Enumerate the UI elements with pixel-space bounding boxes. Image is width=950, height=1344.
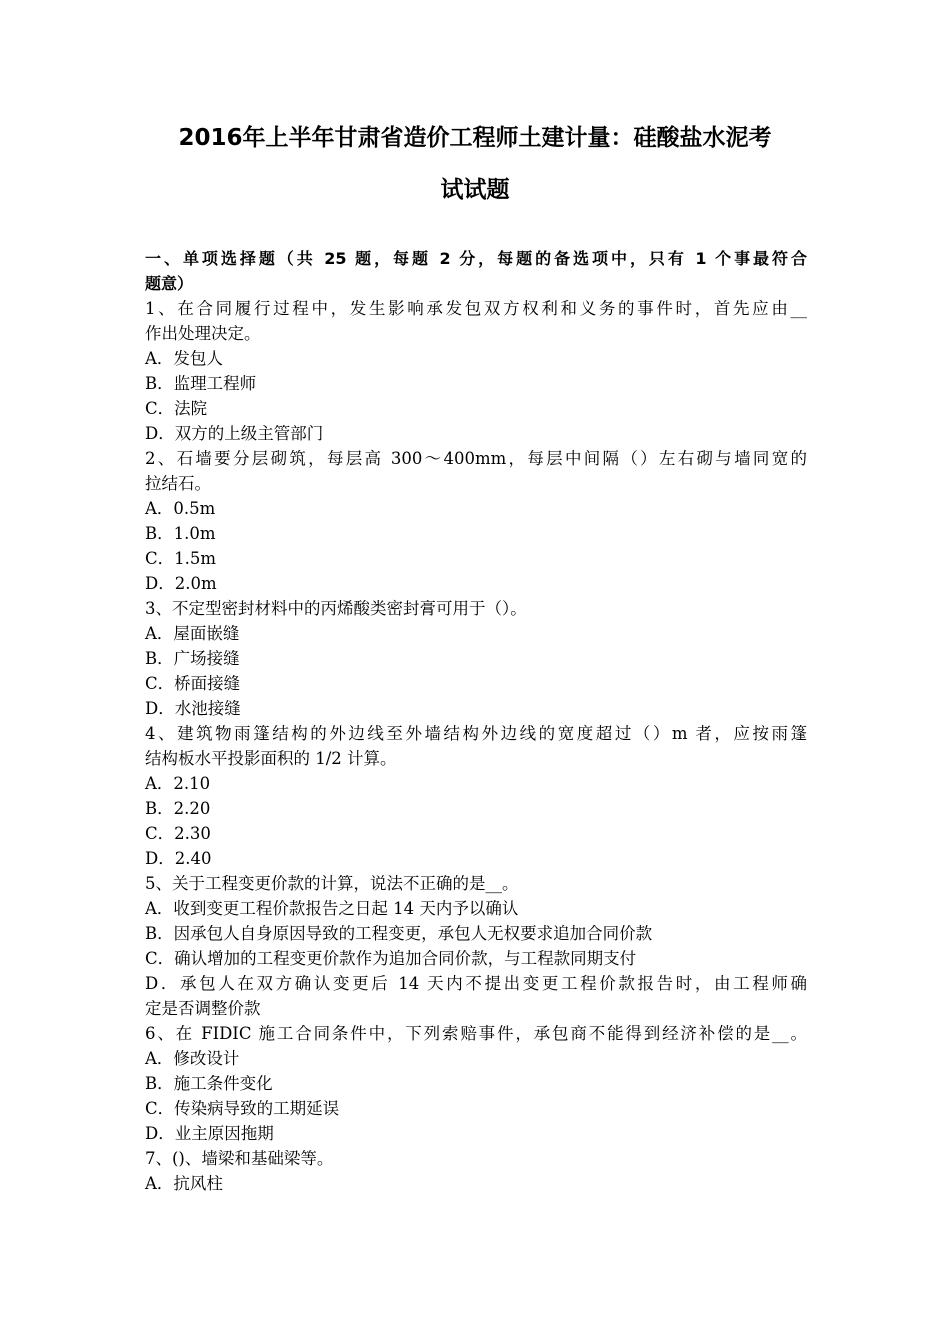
question-6 (145, 1021, 807, 1146)
question-stem: 7、()、墙梁和基础梁等。 (145, 1149, 334, 1168)
option-a: A．抗风柱 (145, 1174, 223, 1193)
option-d: D．双方的上级主管部门 (145, 424, 324, 443)
question-2 (145, 446, 807, 596)
option-a: A．0.5m (145, 499, 216, 518)
option-b: B．2.20 (145, 799, 211, 818)
option-c: C．法院 (145, 399, 208, 418)
option-c: C．传染病导致的工期延误 (145, 1099, 340, 1118)
question-stem: 4、建筑物雨篷结构的外边线至外墙结构外边线的宽度超过（）m 者，应按雨篷 (145, 724, 807, 743)
question-stem: 3、不定型密封材料中的丙烯酸类密封膏可用于（）。 (145, 599, 527, 618)
question-1 (145, 296, 807, 446)
question-5 (145, 871, 807, 1021)
option-d: D．承包人在双方确认变更后 14 天内不提出变更工程价款报告时，由工程师确 (145, 974, 807, 993)
question-stem-continued: 拉结石。 (145, 474, 211, 493)
option-a: A．2.10 (145, 774, 211, 793)
option-c: C．确认增加的工程变更价款作为追加合同价款，与工程款同期支付 (145, 949, 637, 968)
question-3 (145, 596, 807, 721)
question-stem: 2、石墙要分层砌筑，每层高 300～400mm，每层中间隔（）左右砌与墙同宽的 (145, 449, 807, 468)
question-4 (145, 721, 807, 871)
option-a: A．屋面嵌缝 (145, 624, 240, 643)
title-line-2: 试试题 (440, 177, 510, 203)
option-c: C．1.5m (145, 549, 217, 568)
option-b: B．监理工程师 (145, 374, 257, 393)
question-stem-continued: 结构板水平投影面积的 1/2 计算。 (145, 749, 397, 768)
option-d: D．水池接缝 (145, 699, 241, 718)
option-c: C．桥面接缝 (145, 674, 241, 693)
option-a: A．收到变更工程价款报告之日起 14 天内予以确认 (145, 899, 519, 918)
section-heading: 一、单项选择题（共 25 题，每题 2 分，每题的备选项中，只有 1 个事最符合 (145, 249, 807, 268)
option-a: A．修改设计 (145, 1049, 240, 1068)
option-a: A．发包人 (145, 349, 223, 368)
option-b: B．施工条件变化 (145, 1074, 273, 1093)
option-d: D．2.0m (145, 574, 217, 593)
question-stem: 5、关于工程变更价款的计算，说法不正确的是__。 (145, 874, 519, 893)
option-b: B．1.0m (145, 524, 216, 543)
option-d: D．业主原因拖期 (145, 1124, 274, 1143)
question-stem: 1、在合同履行过程中，发生影响承发包双方权利和义务的事件时，首先应由__ (145, 299, 807, 318)
title-line-1: 2016年上半年甘肃省造价工程师土建计量：硅酸盐水泥考 (178, 125, 772, 151)
option-b: B．广场接缝 (145, 649, 240, 668)
question-7 (145, 1146, 807, 1196)
option-b: B．因承包人自身原因导致的工程变更，承包人无权要求追加合同价款 (145, 924, 653, 943)
document-title (120, 112, 830, 216)
question-stem-continued: 作出处理决定。 (145, 324, 261, 343)
option-d-continued: 定是否调整价款 (145, 999, 261, 1018)
question-stem: 6、在 FIDIC 施工合同条件中，下列索赔事件，承包商不能得到经济补偿的是__。 (145, 1024, 807, 1043)
section-heading-continued: 题意） (145, 274, 194, 293)
document-body (145, 246, 807, 1196)
option-c: C．2.30 (145, 824, 211, 843)
option-d: D．2.40 (145, 849, 212, 868)
